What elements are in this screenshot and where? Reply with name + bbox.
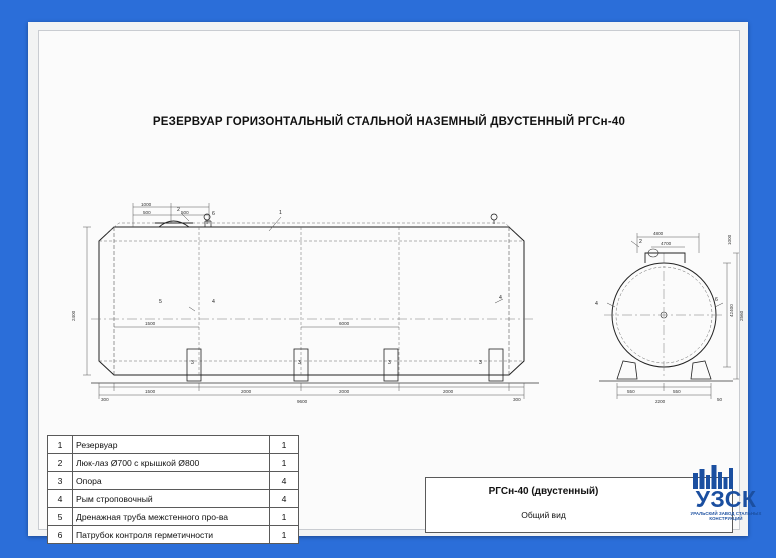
side-view <box>83 203 539 399</box>
dim-42400: 42400 <box>729 304 734 317</box>
end-view <box>599 233 739 399</box>
callout-2-end: 2 <box>639 239 642 245</box>
part-pos: 2 <box>48 454 73 472</box>
dim-2400: 2400 <box>71 310 76 321</box>
part-pos: 3 <box>48 472 73 490</box>
dim-4700: 4700 <box>661 241 672 246</box>
part-name: Патрубок контроля герметичности <box>73 526 270 544</box>
logo-subtitle: УРАЛЬСКИЙ ЗАВОД СТАЛЬНЫХ КОНСТРУКЦИЙ <box>690 511 762 521</box>
callout-3a: 3 <box>191 360 194 366</box>
callout-3b: 3 <box>298 360 301 366</box>
dim-1000: 1000 <box>141 202 152 207</box>
dim-1500-inner: 1500 <box>145 321 156 326</box>
dim-2000a: 2000 <box>241 389 252 394</box>
part-qty: 1 <box>270 436 299 454</box>
dim-6000: 6000 <box>339 321 350 326</box>
callout-6: 6 <box>212 211 215 217</box>
parts-table <box>47 435 299 544</box>
dim-300a: 300 <box>101 397 109 402</box>
callout-4a: 4 <box>212 299 215 305</box>
part-name: Дренажная труба межстенного про-ва <box>73 508 270 526</box>
part-qty: 1 <box>270 526 299 544</box>
table-row <box>48 436 299 454</box>
title-block-subtitle: Общий вид <box>521 510 566 520</box>
callout-4b: 4 <box>499 295 502 301</box>
dim-2000b: 2000 <box>339 389 350 394</box>
page-title: РЕЗЕРВУАР ГОРИЗОНТАЛЬНЫЙ СТАЛЬНОЙ НАЗЕМНЫЙ ДВУСТЕННЫЙ РГСн-40 <box>152 116 626 128</box>
drawing-sheet <box>38 30 762 540</box>
part-qty: 4 <box>270 490 299 508</box>
part-name: Резервуар <box>73 436 270 454</box>
part-pos: 6 <box>48 526 73 544</box>
table-row <box>48 472 299 490</box>
dim-550a: 550 <box>627 389 635 394</box>
dim-550b: 550 <box>673 389 681 394</box>
part-name: Рым строповочный <box>73 490 270 508</box>
table-row <box>48 508 299 526</box>
callout-4-end: 4 <box>595 301 598 307</box>
callout-6-end: 6 <box>715 297 718 303</box>
callout-3c: 3 <box>388 360 391 366</box>
drawing-page <box>28 22 762 540</box>
dim-2200: 2200 <box>655 399 666 404</box>
part-name: Опора <box>73 472 270 490</box>
dim-500b: 500 <box>181 210 189 215</box>
callout-2: 2 <box>177 207 180 213</box>
table-row <box>48 454 299 472</box>
table-row <box>48 490 299 508</box>
callout-1: 1 <box>279 210 282 216</box>
callout-3d: 3 <box>479 360 482 366</box>
logo-wordmark: УЗСК <box>695 486 757 512</box>
dim-9600: 9600 <box>297 399 308 404</box>
dim-2560: 2560 <box>739 310 744 321</box>
part-qty: 1 <box>270 454 299 472</box>
part-pos: 5 <box>48 508 73 526</box>
part-name: Люк-лаз Ø700 с крышкой Ø800 <box>73 454 270 472</box>
callout-5: 5 <box>159 299 162 305</box>
company-logo <box>683 463 769 529</box>
title-block-product: РГСн-40 (двустенный) <box>488 486 599 497</box>
dim-2000c: 2000 <box>443 389 454 394</box>
part-pos: 1 <box>48 436 73 454</box>
dim-500a: 500 <box>143 210 151 215</box>
part-qty: 4 <box>270 472 299 490</box>
dim-1000-end: 1000 <box>727 234 732 245</box>
dim-1500: 1500 <box>145 389 156 394</box>
dim-4800: 4800 <box>653 231 664 236</box>
part-qty: 1 <box>270 508 299 526</box>
part-pos: 4 <box>48 490 73 508</box>
dim-300b: 300 <box>513 397 521 402</box>
dim-50: 50 <box>717 397 723 402</box>
table-row <box>48 526 299 544</box>
